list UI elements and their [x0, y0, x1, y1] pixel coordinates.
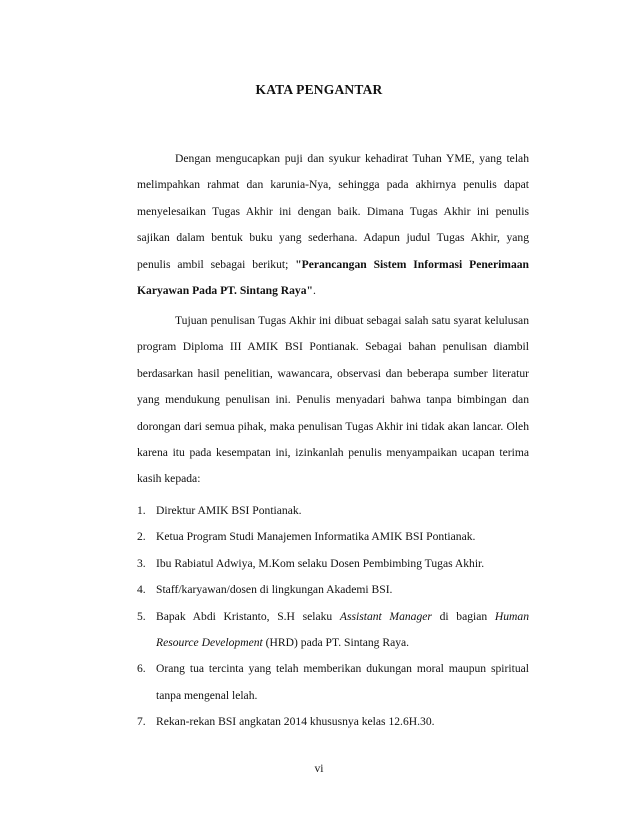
- list-item-number: 5.: [137, 609, 146, 623]
- list-item: [137, 551, 529, 577]
- list-item-text: Direktur AMIK BSI Pontianak.: [156, 504, 302, 517]
- list-item-text: Ketua Program Studi Manajemen Informatika AMIK BSI Pontianak.: [156, 530, 476, 544]
- list-item-text: Ibu Rabiatul Adwiya, M.Kom selaku Dosen Pembimbing Tugas Akhir.: [156, 556, 485, 570]
- list-item-italic-role: Assistant Manager: [339, 609, 432, 623]
- page-title: KATA PENGANTAR: [255, 82, 383, 97]
- list-item: [137, 498, 529, 524]
- paragraph-intro-end: .: [312, 284, 316, 298]
- paragraph-intro-text: Dengan mengucapkan puji dan syukur kehadirat Tuhan YME, yang telah melimpahkan rahmat dan karunia-Nya, sehingga pada akhirnya penulis dapat menyelesaikan Tugas Akhir ini dengan baik. Dimana Tugas Akhir ini penulis sajikan dalam bentuk buku yang sederhana. Adapun judul Tugas Akhir, yang penulis ambil sebagai berikut;: [137, 152, 529, 271]
- paragraph-purpose: Tujuan penulisan Tugas Akhir ini dibuat sebagai salah satu syarat kelulusan program Diploma III AMIK BSI Pontianak. Sebagai bahan penulisan diambil berdasarkan hasil penelitian, wawancara, observasi dan beberapa sumber literatur yang mendukung penulisan ini. Penulis menyadari bahwa tanpa bimbingan dan dorongan dari semua pihak, maka penulisan Tugas Akhir ini tidak akan lancar. Oleh karena itu pada kesempatan ini, izinkanlah penulis menyampaikan ucapan terima kasih kepada:: [137, 314, 529, 486]
- list-item-number: 1.: [137, 504, 146, 517]
- acknowledgement-list: [137, 498, 529, 736]
- list-item: [137, 604, 529, 657]
- list-item: [137, 656, 529, 709]
- list-item-number: 6.: [137, 662, 146, 676]
- list-item-text: Staff/karyawan/dosen di lingkungan Akademi BSI.: [156, 583, 393, 597]
- thesis-title: "Perancangan Sistem Informasi Penerimaan Karyawan Pada PT. Sintang Raya": [137, 257, 530, 298]
- list-item: [137, 524, 529, 550]
- list-item: [137, 709, 529, 735]
- list-item-number: 3.: [137, 556, 146, 570]
- list-item-text: di bagian: [431, 609, 495, 623]
- list-item-number: 2.: [137, 530, 146, 544]
- list-item-text: Orang tua tercinta yang telah memberikan dukungan moral maupun spiritual tanpa mengenal lelah.: [156, 662, 529, 702]
- list-item: [137, 577, 529, 603]
- page-number: vi: [314, 762, 324, 775]
- list-item-text: Bapak Abdi Kristanto, S.H selaku: [156, 609, 340, 623]
- list-item-text: (HRD) pada PT. Sintang Raya.: [262, 636, 410, 650]
- paragraph-intro: [137, 146, 529, 304]
- list-item-number: 7.: [137, 715, 146, 729]
- list-item-italic-department: Human Resource Development: [156, 609, 529, 650]
- list-item-text: Rekan-rekan BSI angkatan 2014 khususnya kelas 12.6H.30.: [156, 715, 435, 729]
- list-item-number: 4.: [137, 583, 146, 597]
